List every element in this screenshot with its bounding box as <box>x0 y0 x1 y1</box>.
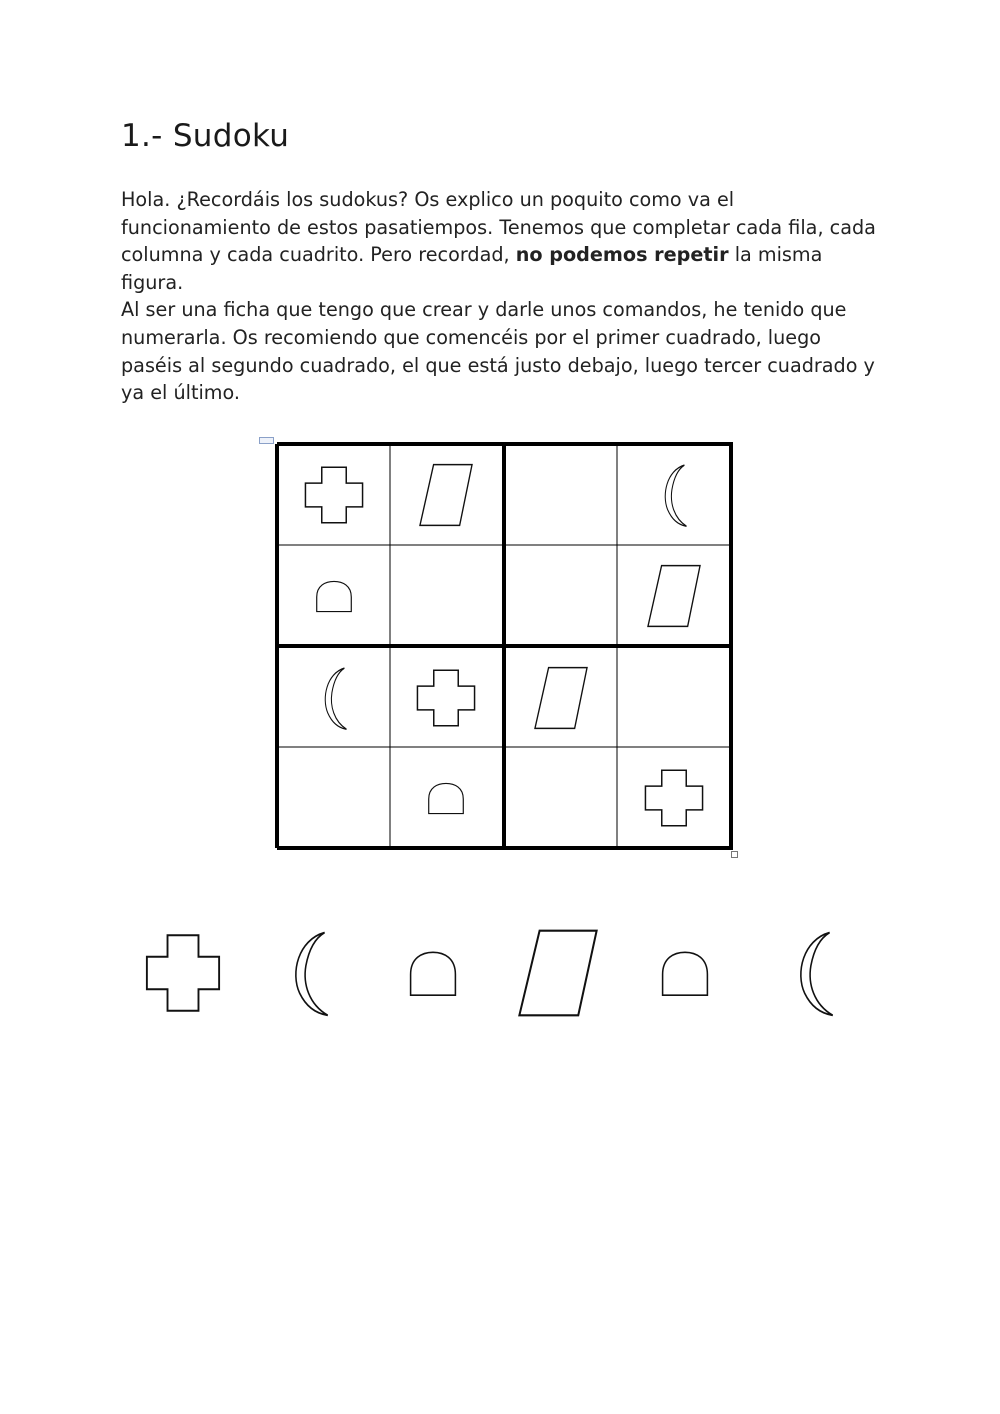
sudoku-cell <box>391 446 501 544</box>
parallelogram-icon <box>643 563 705 629</box>
instructions-bold-text: no podemos repetir <box>515 243 729 267</box>
dome-icon <box>307 570 361 622</box>
shape-bank <box>0 925 1000 1020</box>
cross-icon <box>412 665 480 731</box>
dome-icon <box>650 936 720 1010</box>
draggable-shape[interactable] <box>650 925 720 1020</box>
sudoku-cell <box>618 546 730 645</box>
cross-icon <box>140 928 226 1018</box>
draggable-shape[interactable] <box>398 925 468 1020</box>
draggable-shape[interactable] <box>512 925 604 1020</box>
sudoku-cell[interactable] <box>506 546 616 645</box>
draggable-shape[interactable] <box>775 925 853 1020</box>
crescent-icon <box>775 927 853 1019</box>
sudoku-cell <box>506 650 616 746</box>
parallelogram-icon <box>415 462 477 528</box>
parallelogram-icon <box>512 927 604 1019</box>
sudoku-cell[interactable] <box>506 748 616 847</box>
parallelogram-icon <box>530 665 592 731</box>
sudoku-cell[interactable] <box>279 748 389 847</box>
instructions-text: Hola. ¿Recordáis los sudokus? Os explico un poquito como va el funcionamiento de estos pasatiempos. Tenemos que completar cada fila, cada columna y cada cuadrito. Pero recordad, <box>121 188 876 267</box>
sudoku-cell[interactable] <box>618 650 730 746</box>
dome-icon <box>398 936 468 1010</box>
dome-icon <box>419 772 473 824</box>
sudoku-cell <box>279 650 389 746</box>
instructions-paragraph-1 <box>121 186 881 296</box>
draggable-shape[interactable] <box>270 925 348 1020</box>
sudoku-cell <box>391 748 501 847</box>
instructions-paragraph-2: Al ser una ficha que tengo que crear y darle unos comandos, he tenido que numerarla. Os recomiendo que comencéis por el primer cuadrado, luego paséis al segundo cuadrado, el que está justo debajo, luego tercer cuadrado y ya el último. <box>121 298 875 405</box>
instructions <box>121 186 881 407</box>
sudoku-cell <box>391 650 501 746</box>
cross-icon <box>640 765 708 831</box>
sudoku-cell <box>279 446 389 544</box>
draggable-shape[interactable] <box>140 925 226 1020</box>
instructions-text: la misma figura. <box>121 243 823 294</box>
sudoku-cell <box>279 546 389 645</box>
crescent-icon <box>270 927 348 1019</box>
table-move-handle[interactable] <box>259 437 274 444</box>
sudoku-cell[interactable] <box>391 546 501 645</box>
page-title: 1.- Sudoku <box>121 118 290 154</box>
sudoku-cell <box>618 446 730 544</box>
sudoku-cell[interactable] <box>506 446 616 544</box>
cross-icon <box>300 462 368 528</box>
table-resize-handle[interactable] <box>731 851 738 858</box>
crescent-icon <box>308 664 360 732</box>
crescent-icon <box>648 461 700 529</box>
sudoku-cell <box>618 748 730 847</box>
